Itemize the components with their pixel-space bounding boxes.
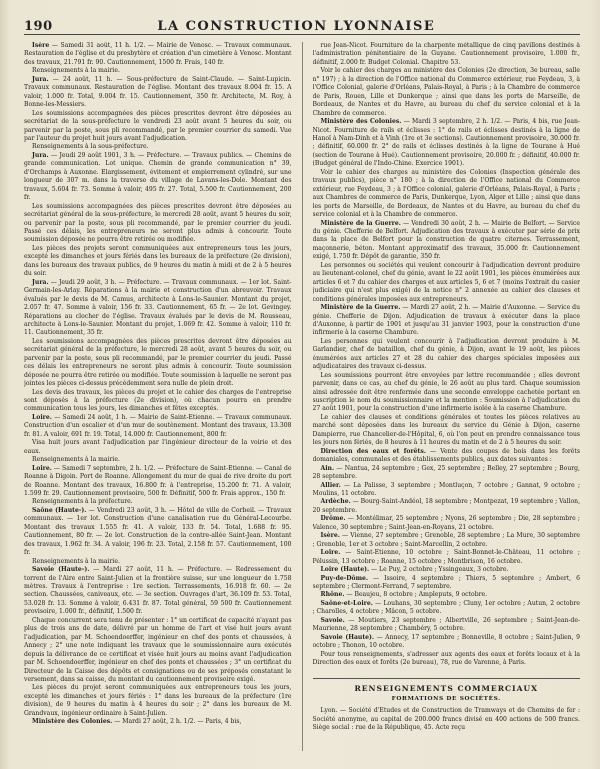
- paragraph: Isère — Samedi 31 août, 11 h. 1/2. — Mairie de Venosc. — Travaux communaux. Restauration de l'église et du presbytère et création d'un cimetière à Venosc. Montant des travaux, 21.791 fr. 90. Cautionnement, 1500 fr. Frais, 140 fr.: [24, 42, 292, 66]
- paragraph: Les personnes ou sociétés qui veulent concourir à l'adjudication devront produire au lieutenant-colonel, chef du génie, avant le 22 août 1901, les pièces énumérées aux articles 6 et 7 du cahier des charges et aux articles 5, 6 et 7 (moins l'extrait du casier judiciaire qui n'est plus exigé) de la notice n° 2 annexée au cahier des clauses et conditions générales imposées aux entrepreneurs.: [312, 261, 580, 303]
- paragraph: Ministère de la Guerre. — Vendredi 30 août, 2 h. — Mairie de Belfort. — Service du génie. Chefferie de Belfort. Adjudication des travaux à exécuter par série de prix dans la place de Belfort pour la construction de quatre citernes. Terrassement, maçonnerie, béton. Montant approximatif des travaux, 35.000 fr. Cautionnement exigé, 1.750 fr. Dépôt de garantie, 350 fr.: [312, 219, 580, 261]
- paragraph: Les devis des travaux, les pièces du projet et le cahier des charges de l'entreprise sont déposés à la préfecture (2e division), où chacun pourra en prendre communication tous les jours, les dimanches et fêtes exceptés.: [24, 388, 292, 413]
- paragraph: Renseignements à la sous-préfecture.: [32, 143, 149, 151]
- paragraph: Ministère de la Guerre. — Mardi 27 août, 2 h. — Mairie d'Auxonne. — Service du génie. Chefferie de Dijon. Adjudication de travaux à exécuter dans la place d'Auxonne, à partir de 1901 et jusqu'au 31 janvier 1903, pour la construction d'une infirmerie à la caserne Chambure.: [312, 304, 580, 337]
- paragraph: Jura. — Jeudi 29 août 1901, 3 h. — Préfecture. — Travaux publics. — Chemins de grande communication. Lot unique. Chemin de grande communication n° 39, d'Orchamps à Auxonne. Elargissement, évitement et empierrement cylindré, sur une longueur de 307 m. dans la traverse du village de Lavans-les-Dole. Montant des travaux, 5.604 fr. 73. Somme à valoir, 495 fr. 27. Total, 5.500 fr. Cautionnement, 200 fr.: [24, 151, 292, 202]
- paragraph: Renseignements à la préfecture.: [32, 498, 133, 506]
- left-column: [24, 42, 292, 751]
- paragraph: Ardèche. — Bourg-Saint-Andéol, 18 septembre ; Montpezat, 19 septembre ; Vallon, 20 septembre.: [312, 498, 580, 514]
- paragraph: Loire. — Samedi 24 août, 1 h. — Mairie de Saint-Etienne. — Travaux communaux. Construction d'un escalier et d'un mur de soutènement. Montant des travaux, 13.308 fr. 81. A valoir, 691 fr. 19. Total, 14.000 fr. Cautionnement, 800 fr.: [24, 413, 292, 438]
- paragraph: Direction des eaux et forêts. — Vente des coupes de bois dans les forêts domaniales, communales et des établissements publics, aux dates suivantes :: [312, 447, 580, 464]
- paragraph: Renseignements à la mairie.: [32, 456, 120, 464]
- paragraph: Renseignements à la mairie.: [32, 557, 120, 565]
- paragraph: Ministère des Colonies. — Mardi 3 septembre, 2 h. 1/2. — Paris, 4 bis, rue Jean-Nicot. Fourniture de rails et éclisses : 1° de rails et éclisses destinés à la ligne de Hanoï à Nam-Dinh et à Vinh (1re et 3e sections). Cautionnement provisoire, 30.000 fr. ; définitif, 60.000 fr. 2° de rails et éclisses destinés à la ligne de Tourane à Hué (section de Tourane à Hué). Cautionnement provisoire, 20.000 fr. ; définitif, 40.000 fr. (Budget général de l'Indo-Chine. Exercice 1901).: [312, 118, 580, 168]
- page-number: 190: [24, 19, 53, 34]
- paragraph: Le cahier des clauses et conditions générales et toutes les pièces relatives au marché sont déposées dans les bureaux du service du Génie à Dijon, caserne Dampierre, rue Chancelier-de-l'Hôpital, 6, où l'on peut en prendre connaissance tous les jours non fériés, de 8 heures à 11 heures du matin et de 2 à 5 heures du soir.: [312, 413, 580, 447]
- paragraph: Allier. — La Palisse, 3 septembre ; Montluçon, 7 octobre ; Gannat, 9 octobre ; Moulins, 11 octobre.: [312, 481, 580, 498]
- text-columns: [24, 42, 580, 751]
- page-header: [24, 12, 580, 35]
- paragraph: Loire. — Saint-Etienne, 10 octobre ; Saint-Bonnet-le-Château, 11 octobre ; Pélussin, 13 octobre ; Roanne, 15 octobre ; Montbrison, 16 octobre.: [312, 549, 580, 565]
- paragraph: Les pièces du projet seront communiquées aux entrepreneurs tous les jours, excepté les dimanches et jours fériés : 1° dans les bureaux de la préfecture (1re division), de 9 heures du matin à 4 heures du soir ; 2° dans les bureaux de M. Grandvaux, ingénieur ordinaire à Saint-Julien.: [24, 684, 292, 717]
- paragraph: Savoie. — Moutiers, 23 septembre ; Albertville, 26 septembre ; Saint-Jean-de-Maurienne, 28 septembre ; Chambéry, 5 octobre.: [312, 616, 580, 633]
- paragraph: Savoie (Haute). — Annecy, 17 septembre ; Bonneville, 8 octobre ; Saint-Julien, 9 octobre ; Thonon, 10 octobre.: [312, 633, 580, 650]
- right-column: [313, 42, 581, 751]
- paragraph: Saône (Haute-). — Vendredi 23 août, 3 h. — Hôtel de ville de Corbeil. — Travaux communaux. — 1er lot. Construction d'une canalisation rue du Général-Lecourbe. Montant des travaux 1.555 fr. 41. A valoir, 133 fr. 54. Total, 1.688 fr. 95. Cautionnement, 80 fr. — 2e lot. Construction de la contre-allée Saint-Jean. Montant des travaux, 1.962 fr. 34. A valoir, 196 fr. 23. Total, 2.158 fr. 57. Cautionnement, 100 fr.: [24, 506, 292, 557]
- paragraph: Pour tous renseignements, s'adresser aux agents des eaux et forêts locaux et à la Direction des eaux et forêts (2e bureau), 78, rue de Varenne, à Paris.: [312, 650, 580, 667]
- paragraph: Les pièces des projets seront communiquées aux entrepreneurs tous les jours, excepté les dimanches et jours fériés dans les bureaux de la préfecture (2e division), dans les bureaux des travaux publics, de 9 heures du matin à midi et de 2 à 5 heures du soir.: [24, 244, 292, 278]
- running-title: LA CONSTRUCTION LYONNAISE: [157, 19, 436, 34]
- paragraph: Loire. — Samedi 7 septembre, 2 h. 1/2. — Préfecture de Saint-Etienne. — Canal de Roanne à Digoin. Port de Roanne. Allongement du mur de quai de rive droite du port de Roanne. Montant des travaux, 16.800 fr. à l'entreprise, 15.200 fr. 71. A valoir, 1.599 fr. 29. Cautionnement provisoire, 500 fr. Définitif, 500 fr. Frais approx., 150 fr.: [24, 464, 292, 498]
- paragraph: Drôme. — Montélimar, 25 septembre ; Nyons, 26 septembre ; Die, 28 septembre ; Valence, 30 septembre ; Saint-Jean-en-Royans, 21 octobre.: [312, 515, 580, 531]
- paragraph: Les soumissions pourront être envoyées par lettre recommandée ; elles devront parvenir, dans ce cas, au chef du génie, le 26 août au plus tard. Chaque soumission ainsi adressée doit être renfermée dans une seconde enveloppe cachetée portant en suscription le nom du soumissionnaire et la mention : Soumission à l'adjudication du 27 août 1901, pour la construction d'une infirmerie isolée à la caserne Chambure.: [312, 371, 580, 413]
- paragraph: Chaque concurrent sera tenu de présenter : 1° un certificat de capacité n'ayant pas plus de trois ans de date, délivré par un homme de l'art et visé huit jours avant l'adjudication, par M. Schoendoerffer, ingénieur en chef des ponts et chaussées, à Annecy ; 2° une note indiquant les travaux que le soumissionnaire aura exécutés depuis la délivrance de ce certificat et visée huit jours au moins avant l'adjudication par M. Schoendoerffer, ingénieur en chef des ponts et chaussées ; 3° un certificat du Directeur de la Caisse des dépôts et consignations ou de ses préposés constatant le versement, dans sa caisse, du montant du cautionnement provisoire exigé.: [24, 616, 292, 683]
- paragraph: Les personnes qui veulent concourir à l'adjudication devront produire à M. Garlandier, chef de bataillon, chef du génie, à Dijon, avant le 19 août, les pièces énumérées aux articles 27 et 28 du cahier des charges spéciales imposées aux adjudicataires des travaux ci-dessus.: [312, 337, 580, 371]
- column-divider: [302, 42, 303, 751]
- commercial-heading: RENSEIGNEMENTS COMMERCIAUX: [313, 678, 581, 693]
- paragraph: Loire (Haute). — Le Puy, 2 octobre ; Yssingeaux, 3 octobre.: [320, 566, 509, 574]
- paragraph: Jura. — 24 août, 11 h. — Sous-préfecture de Saint-Claude. — Saint-Lupicin. Travaux communaux. Restauration de l'église. Montant des travaux 8.004 fr. 15. A valoir, 1.000 fr. Total, 9.004 fr. 15. Cautionnement, 350 fr. Architecte, M. Roy, à Bonne-les-Messiers.: [24, 75, 292, 109]
- paragraph: Les soumissions accompagnées des pièces prescrites devront être déposées au secrétariat général de la sous-préfecture, le mercredi 28 août, avant 5 heures du soir, ou parvenir par la poste, sous pli recommandé, par le premier courrier du jeudi. Passé ces délais, les entrepreneurs ne seront plus admis à concourir. Toute soumission déposée ne pourra être retirée ou modifiée.: [24, 202, 292, 244]
- paragraph: Renseignements à la mairie.: [32, 67, 120, 75]
- paragraph: Ain. — Nantua, 24 septembre ; Gex, 25 septembre ; Belley, 27 septembre ; Bourg, 28 septembre.: [312, 464, 580, 481]
- paragraph: Isère. — Vienne, 27 septembre ; Grenoble, 28 septembre ; La Mure, 30 septembre ; Grenoble, 1er et 3 octobre ; Saint-Marcellin, 2 octobre.: [312, 532, 580, 548]
- paragraph: Ministère des Colonies. — Mardi 27 août, 2 h. 1/2. — Paris, 4 bis,: [32, 718, 242, 726]
- paragraph: Voir le cahier des charges au ministère des Colonies (Inspection générale des travaux publics), pièce n° 180 ; à la direction de l'Office national du Commerce extérieur, rue Feydeau, 3 ; à l'Office colonial, galerie d'Orléans, Palais-Royal, à Paris ; aux Chambres de commerce de Paris, Dunkerque, Lyon, Alger et Lille ; ainsi que dans les ports de Marseille, de Bordeaux, de Nantes et du Havre, au bureau du chef du service colonial et à la Chambre de commerce.: [312, 168, 580, 219]
- commercial-paragraph: Lyon. — Société d'Etudes et de Construction de Tramways et de Chemins de fer : Société anonyme, au capital de 200.000 francs divisé en 400 actions de 500 francs. Siège social : rue de la République, 45. Acte reçu: [312, 707, 580, 732]
- paragraph: Jura. — Jeudi 29 août, 3 h. — Préfecture. — Travaux communaux. — 1er lot. Saint-Germain-les-Arlay. Réparations à la mairie et construction d'un abreuvoir. Travaux évalués par le devis de M. Camus, architecte à Lons-le-Saunier. Montant du projet, 2.057 fr. 47. Somme à valoir, 156 fr. 33. Cautionnement, 65 fr. — 2e lot. Gevingey. Réparations au clocher de l'église. Travaux évalués par le devis de M. Rousseau, architecte à Lons-le-Saunier. Montant du projet, 1.069 fr. 42. Somme à valoir, 110 fr. 11. Cautionnement, 35 fr.: [24, 278, 292, 337]
- paragraph: Les soumissions accompagnées des pièces prescrites devront être déposées au secrétariat de la sous-préfecture le vendredi 23 août avant 5 heures du soir, ou parvenir par la poste, sous pli recommandé, par le premier courrier du samedi. Vue par l'auteur du projet huit jours avant l'adjudication.: [24, 109, 292, 142]
- paragraph: Saône-et-Loire. — Louhans, 30 septembre ; Cluny, 1er octobre ; Autun, 2 octobre ; Charolles, 4 octobre ; Mâcon, 5 octobre.: [312, 599, 580, 616]
- paragraph: Visa huit jours avant l'adjudication par l'ingénieur directeur de la voirie et des eaux.: [24, 439, 292, 455]
- paragraph: Rhône. — Beaujeu, 8 octobre ; Ampleputs, 9 octobre.: [320, 591, 488, 599]
- paragraph: Savoie (Haute-). — Mardi 27 août, 11 h. — Préfecture. — Redressement du torrent de l'Aire entre Saint-Julien et la frontière suisse, sur une longueur de 1.758 mètres. Travaux à l'entreprise : 1re section. Terrassements, 16.918 fr. 60. — 2e section. Chaussées, caniveaux, etc. — 3e section. Ouvrages d'art, 36.109 fr. 53. Total, 53.028 fr. 13. Somme à valoir, 6.431 fr. 87. Total général, 59 500 fr. Cautionnement provisoire, 1.000 fr., définitif, 1.500 fr.: [24, 566, 292, 616]
- paragraph: Les soumissions accompagnées des pièces prescrites devront être déposées au secrétariat général de la préfecture, le mercredi 28 août, avant 5 heures du soir, ou parvenir par la poste, sous pli recommandé, par le premier courrier du jeudi. Passé ces délais les entrepreneurs ne seront plus admis à concourir. Toute soumission déposée ne pourra être retirée ou modifiée. Toute soumission à laquelle ne seront pas jointes les pièces ci-dessus précédemment sera nulle de plein droit.: [24, 337, 292, 388]
- commercial-subheading: FORMATIONS DE SOCIÉTÉS.: [391, 695, 501, 702]
- paragraph: Voir le cahier des charges au ministère des Colonies (2e direction, 3e bureau, salle n° 197) ; à la direction de l'Office national du Commerce extérieur, rue Feydeau, 3, à l'Office Colonial, galerie d'Orléans, Palais-Royal, à Paris ; à la Chambre de commerce de Paris, Rouen, Lille et Dunkerque ; ainsi que dans les ports de Marseille, de Bordeaux, de Nantes et du Havre, au bureau du chef du service colonial et à la Chambre de commerce.: [312, 67, 580, 117]
- paragraph: Puy-de-Dôme. — Issoire, 4 septembre ; Thiers, 5 septembre ; Ambert, 6 septembre ; Clermont-Ferrand, 7 septembre.: [312, 574, 580, 590]
- paragraph: rue Jean-Nicot. Fourniture de la charpente métallique de cinq pavillons destinés à l'administration pénitentiaire de la Guyane. Cautionnement provisoire, 1.000 fr., définitif, 2.000 fr. Budget Colonial. Chapitre 53.: [312, 42, 580, 66]
